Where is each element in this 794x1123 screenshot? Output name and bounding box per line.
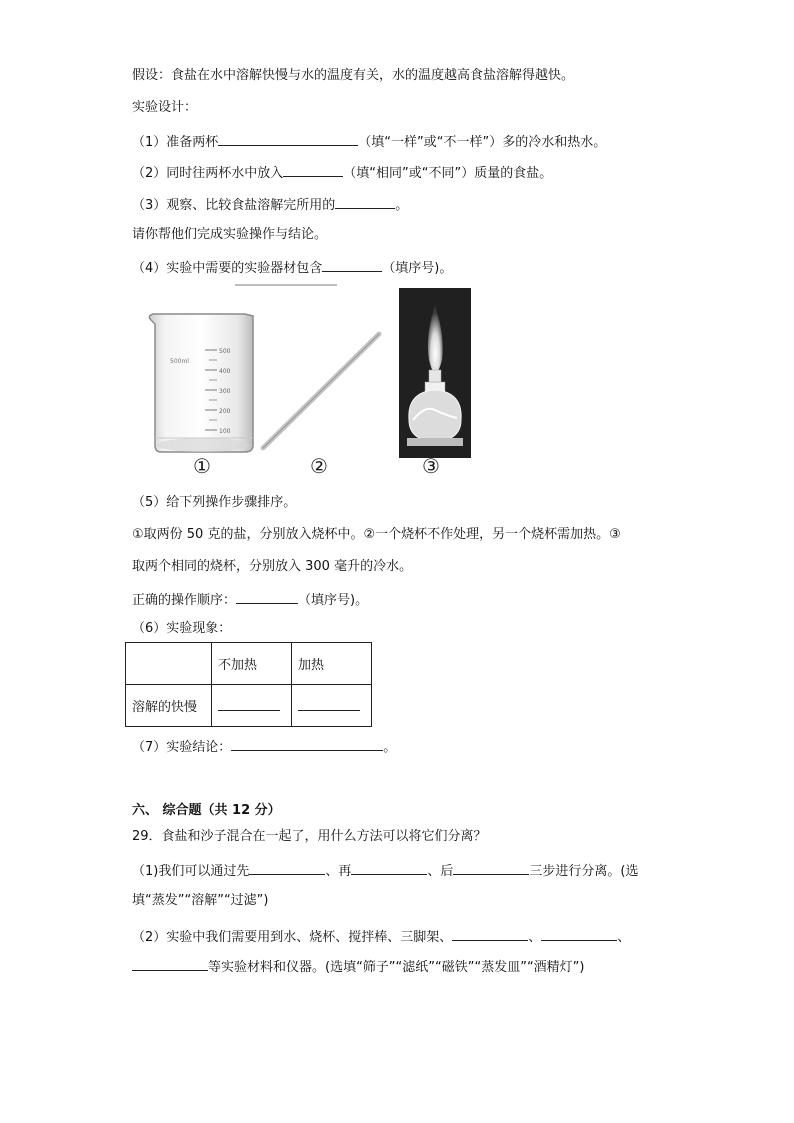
question-2-suffix: （填“相同”或“不同”）质量的食盐。 — [343, 166, 553, 181]
q29-1-d: 三步进行分离。(选 — [529, 864, 639, 879]
beaker-mark-500: 500 — [219, 348, 231, 355]
table-row-label: 溶解的快慢 — [126, 685, 212, 727]
question-1-suffix: （填“一样”或“不一样”）多的冷水和热水。 — [358, 135, 607, 150]
alcohol-lamp-icon — [399, 288, 471, 458]
question-3 — [132, 194, 408, 215]
question-5-order — [132, 589, 368, 610]
question-2-prefix: （2）同时往两杯水中放入 — [132, 166, 284, 181]
q29-1-a: （1)我们可以通过先 — [132, 864, 250, 879]
table-cell-no-heat — [212, 685, 292, 727]
q29-2-a: （2）实验中我们需要用到水、烧杯、搅拌棒、三脚架、 — [132, 930, 453, 945]
question-6-title: （6）实验现象： — [132, 621, 232, 636]
question-1 — [132, 131, 606, 152]
figure-label-1: ① — [193, 454, 211, 478]
answer-blank-4[interactable] — [322, 257, 382, 272]
answer-blank-29-1a[interactable] — [249, 860, 325, 875]
order-suffix: （填序号)。 — [298, 593, 369, 608]
question-7-prefix: （7）实验结论： — [132, 740, 232, 755]
table-header-empty — [126, 643, 212, 685]
answer-blank-29-1b[interactable] — [351, 860, 427, 875]
equipment-figure — [145, 280, 485, 485]
design-title: 实验设计： — [132, 100, 198, 115]
answer-blank-order[interactable] — [236, 589, 298, 604]
answer-blank-3[interactable] — [335, 194, 395, 209]
question-1-prefix: （1）准备两杯 — [132, 135, 219, 150]
question-4-prefix: （4）实验中需要的实验器材包含 — [132, 261, 323, 276]
question-29-1 — [132, 860, 638, 881]
question-3-suffix: 。 — [395, 198, 409, 213]
question-29-1-line-2: 填“蒸发”“溶解”“过滤”) — [132, 893, 269, 908]
figure-label-2: ② — [310, 454, 328, 478]
figure-label-3: ③ — [422, 454, 440, 478]
help-text: 请你帮他们完成实验操作与结论。 — [132, 227, 328, 242]
answer-blank-29-2a[interactable] — [452, 926, 528, 941]
hypothesis-text: 假设：食盐在水中溶解快慢与水的温度有关，水的温度越高食盐溶解得越快。 — [132, 68, 575, 83]
answer-blank-7[interactable] — [231, 736, 383, 751]
question-5-line-1: ①取两份 50 克的盐，分别放入烧杯中。②一个烧杯不作处理，另一个烧杯需加热。③ — [132, 527, 621, 542]
beaker-mark-200: 200 — [219, 408, 231, 415]
q29-2-line-2-text: 等实验材料和仪器。(选填“筛子”“滤纸”“磁铁”“蒸发皿”“酒精灯”) — [208, 960, 585, 975]
section-6-heading: 六、 综合题（共 12 分） — [132, 803, 281, 818]
table-header-row — [126, 643, 372, 685]
question-2 — [132, 162, 552, 183]
question-7-suffix: 。 — [383, 740, 397, 755]
table-cell-heat — [292, 685, 372, 727]
order-prefix: 正确的操作顺序： — [132, 593, 237, 608]
beaker-tag: 500ml — [170, 358, 189, 365]
question-29-2 — [132, 926, 630, 947]
beaker-icon — [149, 314, 253, 452]
table-row — [126, 685, 372, 727]
table-header-no-heat: 不加热 — [212, 643, 292, 685]
question-3-prefix: （3）观察、比较食盐溶解完所用的 — [132, 198, 336, 213]
answer-blank-29-1c[interactable] — [453, 860, 529, 875]
answer-blank-29-2c[interactable] — [132, 956, 208, 971]
q29-2-c: 、 — [617, 930, 631, 945]
question-29-2-line-2 — [132, 956, 585, 977]
answer-blank-heat[interactable] — [298, 696, 360, 711]
answer-blank-1[interactable] — [218, 131, 358, 146]
answer-blank-no-heat[interactable] — [218, 696, 280, 711]
answer-blank-2[interactable] — [283, 162, 343, 177]
glass-rod-icon — [263, 334, 379, 448]
question-29: 29．食盐和沙子混合在一起了，用什么方法可以将它们分离？ — [132, 829, 487, 844]
q29-1-c: 、后 — [427, 864, 454, 879]
beaker-mark-300: 300 — [219, 388, 231, 395]
answer-blank-29-2b[interactable] — [541, 926, 617, 941]
q29-1-b: 、再 — [325, 864, 352, 879]
q29-2-b: 、 — [528, 930, 542, 945]
observation-table — [125, 642, 372, 727]
table-header-heat: 加热 — [292, 643, 372, 685]
question-7 — [132, 736, 396, 757]
question-4-suffix: （填序号)。 — [382, 261, 453, 276]
beaker-mark-100: 100 — [219, 428, 231, 435]
question-5-title: （5）给下列操作步骤排序。 — [132, 495, 297, 510]
question-5-line-2: 取两个相同的烧杯，分别放入 300 毫升的冷水。 — [132, 559, 413, 574]
beaker-mark-400: 400 — [219, 368, 231, 375]
question-4 — [132, 257, 452, 278]
